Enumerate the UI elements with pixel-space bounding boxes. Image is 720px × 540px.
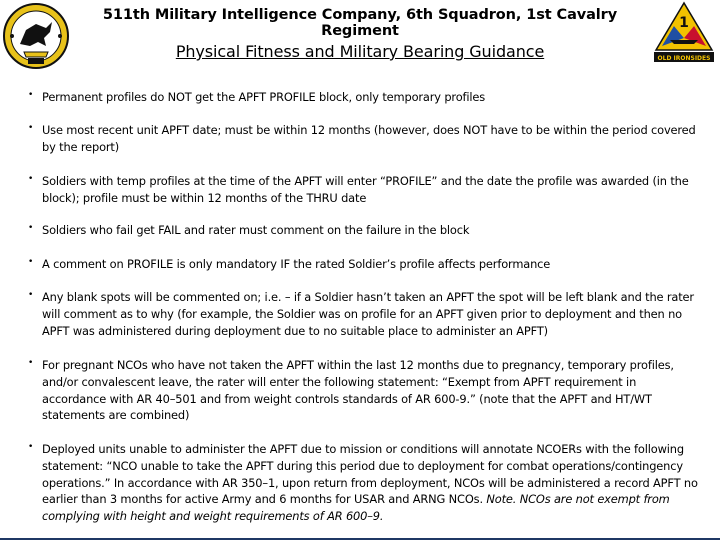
armored-division-patch-logo bbox=[650, 0, 718, 66]
bullet-dot-icon: • bbox=[28, 290, 34, 300]
bullet-text: Deployed units unable to administer the APFT due to mission or conditions will annotate NCOERs with the following statement: “NCO unable to take the APFT during this period due to deployment for combat operations/contingency operations.” In accordance with AR 350–1, upon return from deployment, NCOs will be administered a record APFT no earlier than 3 months for active Army and 6 months for USAR and ARNG NCOs. bbox=[42, 442, 698, 507]
bullet-text: Use most recent unit APFT date; must be within 12 months (however, does NOT have to be within the period covered by the report) bbox=[42, 123, 696, 154]
bullet-text: Soldiers with temp profiles at the time of the APFT will enter “PROFILE” and the date the profile was awarded (in the block); profile must be within 12 months of the THRU date bbox=[42, 174, 689, 205]
bullet-dot-icon: • bbox=[28, 442, 34, 452]
cavalry-crest-logo bbox=[2, 2, 70, 70]
bullet-dot-icon: • bbox=[28, 257, 34, 267]
bullet-text: A comment on PROFILE is only mandatory IF the rated Soldier’s profile affects performance bbox=[42, 257, 551, 271]
bullet-dot-icon: • bbox=[28, 174, 34, 184]
bullet-text-container bbox=[42, 441, 698, 525]
page-subtitle: Physical Fitness and Military Bearing Guidance bbox=[175, 42, 545, 61]
bullet-dot-icon: • bbox=[28, 90, 34, 100]
page-header-title: 511th Military Intelligence Company, 6th Squadron, 1st Cavalry Regiment bbox=[102, 7, 618, 39]
bullet-text: For pregnant NCOs who have not taken the APFT within the last 12 months due to pregnancy, temporary profiles, and/or convalescent leave, the rater will enter the following statement: “Exempt from APFT requirement in accordance with AR 40–501 and from weight controls standards of AR 600-9.” (note that the APFT and HT/WT statements are combined) bbox=[42, 358, 674, 423]
patch-number: 1 bbox=[679, 15, 689, 31]
bullet-text: Any blank spots will be commented on; i.e. – if a Soldier hasn’t taken an APFT the spot will be left blank and the rater will comment as to why (for example, the Soldier was on profile for an APFT given prior to deployment and then no APFT was administered during deployment due to no suitable place to administer an APFT) bbox=[42, 290, 694, 338]
bullet-note-italic: Note. NCOs are not exempt from complying with height and weight requirements of AR 600–9. bbox=[42, 492, 670, 524]
bullet-text: Permanent profiles do NOT get the APFT PROFILE block, only temporary profiles bbox=[42, 90, 486, 104]
bullet-dot-icon: • bbox=[28, 123, 34, 133]
bullet-dot-icon: • bbox=[28, 223, 34, 233]
patch-motto: OLD IRONSIDES bbox=[657, 55, 711, 62]
bullet-dot-icon: • bbox=[28, 358, 34, 368]
bullet-text: Soldiers who fail get FAIL and rater must comment on the failure in the block bbox=[42, 223, 470, 237]
